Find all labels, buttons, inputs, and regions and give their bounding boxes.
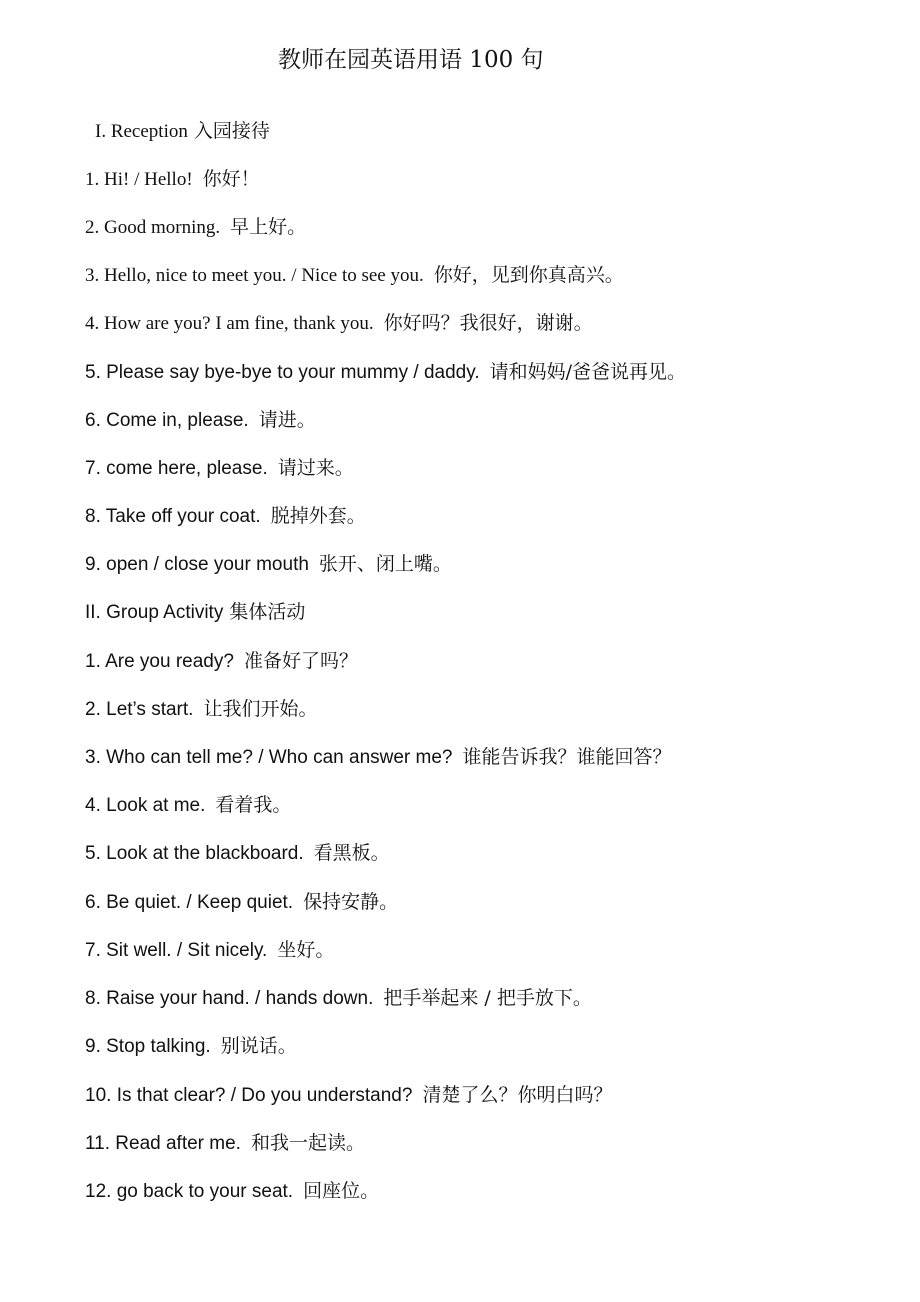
phrase-zh: 别说话。 bbox=[220, 1035, 297, 1057]
list-item bbox=[85, 260, 624, 290]
phrase-en: 2. Let’s start. bbox=[85, 699, 194, 720]
phrase-en: 1. Are you ready? bbox=[85, 651, 234, 672]
phrase-en: 8. Take off your coat. bbox=[85, 506, 261, 527]
phrase-en: 9. open / close your mouth bbox=[85, 554, 309, 575]
phrase-zh: 脱掉外套。 bbox=[270, 505, 366, 527]
phrase-zh: 清楚了么？你明白吗？ bbox=[422, 1084, 613, 1106]
phrase-en: 2. Good morning. bbox=[85, 217, 221, 238]
phrase-zh: 张开、闭上嘴。 bbox=[318, 553, 452, 575]
phrase-en: 4. Look at me. bbox=[85, 795, 206, 816]
phrase-en: 3. Hello, nice to meet you. / Nice to see you. bbox=[85, 265, 424, 286]
phrase-en: 6. Come in, please. bbox=[85, 410, 249, 431]
phrase-zh: 早上好。 bbox=[230, 216, 307, 238]
phrase-zh: 让我们开始。 bbox=[203, 698, 318, 720]
list-item bbox=[85, 983, 592, 1013]
phrase-zh: 你好！ bbox=[202, 168, 260, 190]
phrase-en: 7. Sit well. / Sit nicely. bbox=[85, 940, 268, 961]
section-heading-reception bbox=[95, 116, 270, 146]
phrase-en: 1. Hi! / Hello! bbox=[85, 169, 193, 190]
list-item bbox=[85, 1128, 365, 1158]
list-item bbox=[85, 646, 358, 676]
phrase-en: 6. Be quiet. / Keep quiet. bbox=[85, 892, 294, 913]
phrase-en: 12. go back to your seat. bbox=[85, 1181, 294, 1202]
phrase-zh: 你好吗？我很好，谢谢。 bbox=[383, 312, 593, 334]
list-item bbox=[85, 742, 672, 772]
list-item bbox=[85, 308, 593, 338]
phrase-zh: 谁能告诉我？谁能回答？ bbox=[462, 746, 672, 768]
phrase-zh: 和我一起读。 bbox=[250, 1132, 365, 1154]
phrase-zh: 坐好。 bbox=[277, 939, 335, 961]
list-item bbox=[85, 838, 390, 868]
list-item bbox=[85, 501, 366, 531]
phrase-en: 11. Read after me. bbox=[85, 1133, 241, 1154]
phrase-zh: 准备好了吗？ bbox=[243, 650, 358, 672]
list-item bbox=[85, 212, 306, 242]
list-item bbox=[85, 694, 317, 724]
list-item bbox=[85, 935, 334, 965]
phrase-zh: 你好，见到你真高兴。 bbox=[433, 264, 624, 286]
list-item bbox=[85, 1031, 297, 1061]
list-item bbox=[85, 1080, 612, 1110]
list-item bbox=[85, 790, 291, 820]
phrase-zh: 请过来。 bbox=[277, 457, 354, 479]
phrase-zh: 看着我。 bbox=[215, 794, 292, 816]
list-item bbox=[85, 887, 398, 917]
phrase-en: 8. Raise your hand. / hands down. bbox=[85, 988, 374, 1009]
phrase-zh: 请进。 bbox=[258, 409, 316, 431]
list-item bbox=[85, 453, 354, 483]
phrase-en: 5. Please say bye-bye to your mummy / daddy. bbox=[85, 362, 480, 383]
phrase-en: 7. come here, please. bbox=[85, 458, 268, 479]
list-item bbox=[85, 164, 260, 194]
page-title: 教师在园英语用语 100 句 bbox=[278, 47, 544, 73]
phrase-en: 10. Is that clear? / Do you understand? bbox=[85, 1085, 413, 1106]
section-heading-zh: 入园接待 bbox=[193, 120, 270, 142]
phrase-zh: 请和妈妈/爸爸说再见。 bbox=[489, 361, 687, 383]
list-item bbox=[85, 405, 316, 435]
section-heading-en: II. Group Activity bbox=[85, 602, 224, 623]
phrase-zh: 看黑板。 bbox=[313, 842, 390, 864]
phrase-en: 5. Look at the blackboard. bbox=[85, 843, 304, 864]
section-heading-group-activity bbox=[85, 597, 305, 627]
phrase-en: 9. Stop talking. bbox=[85, 1036, 211, 1057]
phrase-zh: 回座位。 bbox=[303, 1180, 380, 1202]
section-heading-en: I. Reception bbox=[95, 121, 188, 142]
phrase-en: 4. How are you? I am fine, thank you. bbox=[85, 313, 374, 334]
phrase-en: 3. Who can tell me? / Who can answer me? bbox=[85, 747, 453, 768]
phrase-zh: 保持安静。 bbox=[303, 891, 399, 913]
list-item bbox=[85, 1176, 379, 1206]
list-item bbox=[85, 357, 686, 387]
list-item bbox=[85, 549, 452, 579]
phrase-zh: 把手举起来 / 把手放下。 bbox=[383, 987, 592, 1009]
section-heading-zh: 集体活动 bbox=[229, 601, 306, 623]
